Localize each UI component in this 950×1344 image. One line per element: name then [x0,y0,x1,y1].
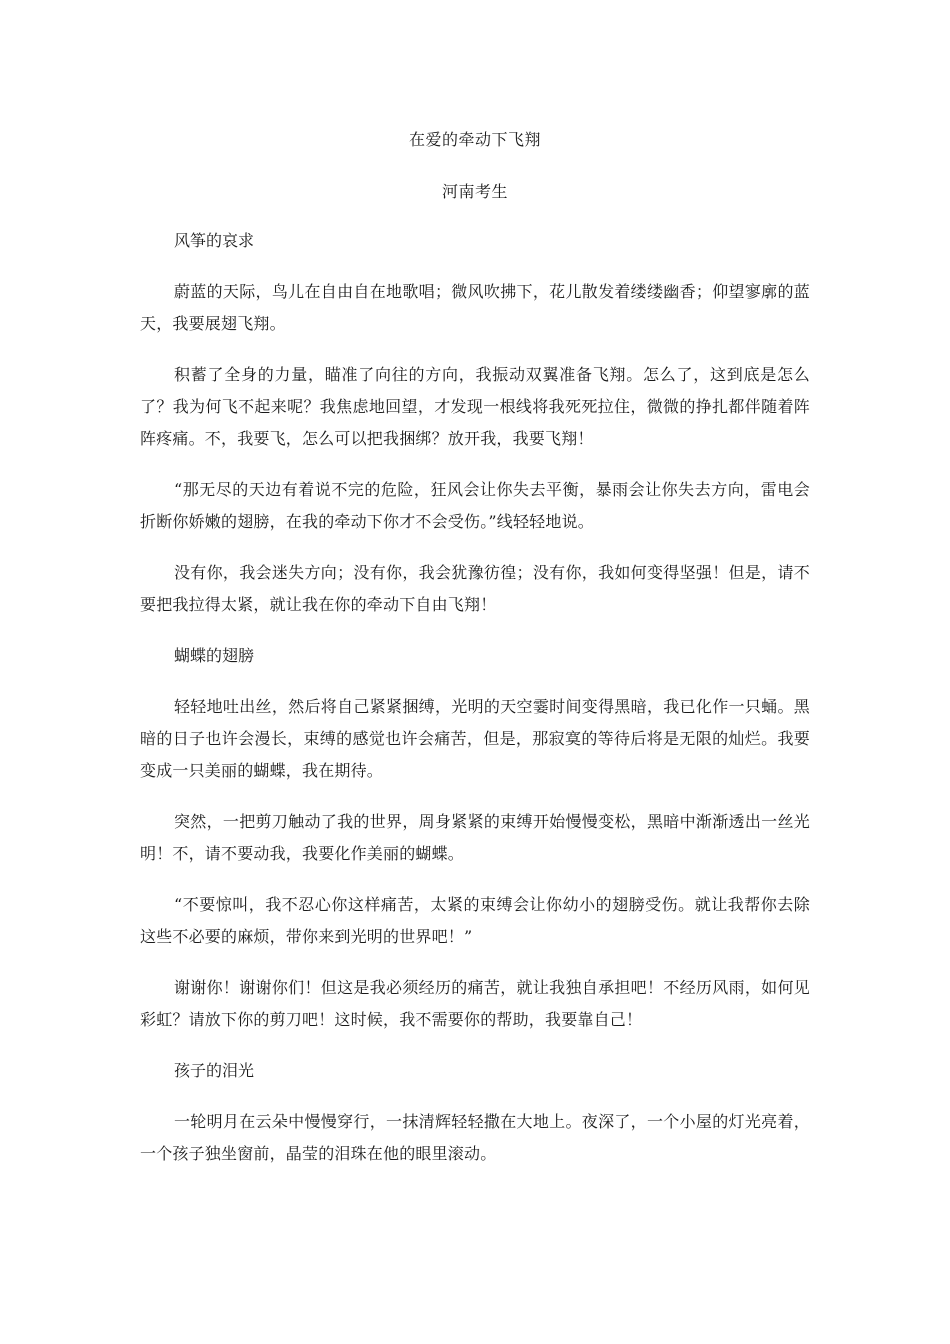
document-title: 在爱的牵动下飞翔 [408,130,541,149]
section-heading-kite: 风筝的哀求 [174,231,255,250]
paragraph: 轻轻地吐出丝，然后将自己紧紧捆缚，光明的天空霎时间变得黑暗，我已化作一只蛹。黑暗的日子也许会漫长，束缚的感觉也许会痛苦，但是，那寂寞的等待后将是无限的灿烂。我要变成一只美丽的蝴蝶，我在期待。 [140,697,810,780]
paragraph: 没有你，我会迷失方向；没有你，我会犹豫彷徨；没有你，我如何变得坚强！但是，请不要把我拉得太紧，就让我在你的牵动下自由飞翔！ [140,563,810,614]
paragraph: 谢谢你！谢谢你们！但这是我必须经历的痛苦，就让我独自承担吧！不经历风雨，如何见彩虹？请放下你的剪刀吧！这时候，我不需要你的帮助，我要靠自己！ [140,978,810,1029]
section-heading-butterfly: 蝴蝶的翅膀 [174,646,255,665]
document-author: 河南考生 [441,182,508,201]
paragraph: 一轮明月在云朵中慢慢穿行，一抹清辉轻轻撒在大地上。夜深了，一个小屋的灯光亮着，一个孩子独坐窗前，晶莹的泪珠在他的眼里滚动。 [140,1112,810,1163]
document-body [140,225,810,1189]
paragraph: 蔚蓝的天际，鸟儿在自由自在地歌唱；微风吹拂下，花儿散发着缕缕幽香；仰望寥廓的蓝天，我要展翅飞翔。 [140,282,810,333]
paragraph: “那无尽的天边有着说不完的危险，狂风会让你失去平衡，暴雨会让你失去方向，雷电会折断你娇嫩的翅膀，在我的牵动下你才不会受伤。”线轻轻地说。 [140,480,810,531]
section-heading-child: 孩子的泪光 [174,1061,255,1080]
paragraph: 突然，一把剪刀触动了我的世界，周身紧紧的束缚开始慢慢变松，黑暗中渐渐透出一丝光明！不，请不要动我，我要化作美丽的蝴蝶。 [140,812,810,863]
paragraph: “不要惊叫，我不忍心你这样痛苦，太紧的束缚会让你幼小的翅膀受伤。就让我帮你去除这些不必要的麻烦，带你来到光明的世界吧！” [140,895,810,946]
paragraph: 积蓄了全身的力量，瞄准了向往的方向，我振动双翼准备飞翔。怎么了，这到底是怎么了？我为何飞不起来呢？我焦虑地回望，才发现一根线将我死死拉住，微微的挣扎都伴随着阵阵疼痛。不，我要飞，怎么可以把我捆绑？放开我，我要飞翔！ [140,365,810,448]
